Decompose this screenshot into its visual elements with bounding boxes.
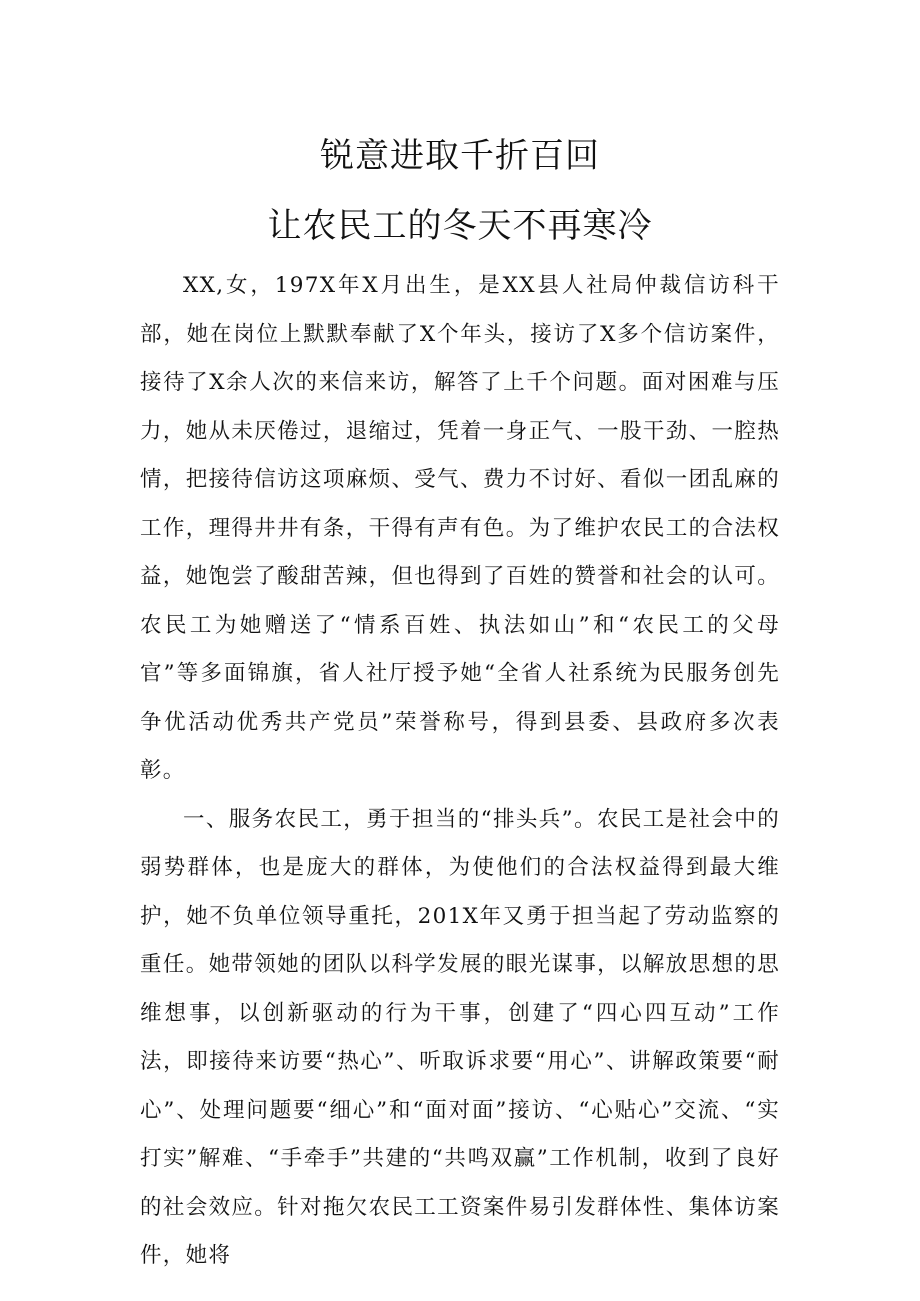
document-subtitle: 让农民工的冬天不再寒冷	[267, 206, 653, 246]
document-title: 锐意进取千折百回	[320, 136, 600, 176]
paragraph-intro: XX,女，197X年X月出生，是XX县人社局仲裁信访科干部，她在岗位上默默奉献了X个年头，接访了X多个信访案件，接待了X余人次的来信来访，解答了上千个问题。面对困难与压力，她从未厌倦过，退缩过，凭着一身正气、一股干劲、一腔热情，把接待信访这项麻烦、受气、费力不讨好、看似一团乱麻的工作，理得井井有条，干得有声有色。为了维护农民工的合法权益，她饱尝了酸甜苦辣，但也得到了百姓的赞誉和社会的认可。农民工为她赠送了“情系百姓、执法如山”和“农民工的父母官”等多面锦旗，省人社厅授予她“全省人社系统为民服务创先争优活动优秀共产党员”荣誉称号，得到县委、县政府多次表彰。	[140, 273, 780, 783]
paragraph-section-1: 一、服务农民工，勇于担当的“排头兵”。农民工是社会中的弱势群体，也是庞大的群体，为使他们的合法权益得到最大维护，她不负单位领导重托，201X年又勇于担当起了劳动监察的重任。她带领她的团队以科学发展的眼光谋事，以解放思想的思维想事，以创新驱动的行为干事，创建了“四心四互动”工作法，即接待来访要“热心”、听取诉求要“用心”、讲解政策要“耐心”、处理问题要“细心”和“面对面”接访、“心贴心”交流、“实打实”解难、“手牵手”共建的“共鸣双赢”工作机制，收到了良好的社会效应。针对拖欠农民工工资案件易引发群体性、集体访案件，她将	[140, 806, 780, 1268]
document-body	[140, 262, 780, 1281]
